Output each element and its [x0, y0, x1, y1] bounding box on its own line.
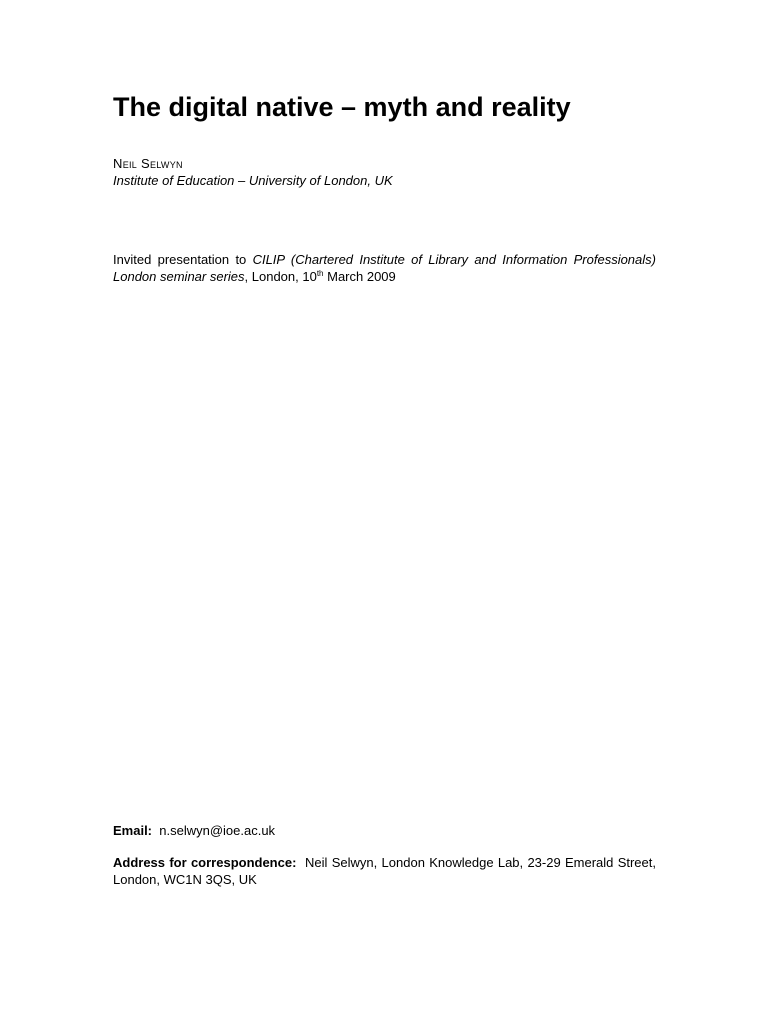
address-line	[113, 854, 656, 888]
presentation-location-date: , London, 10	[244, 269, 317, 284]
presentation-prefix: Invited presentation to	[113, 252, 253, 267]
author-name: Neil Selwyn	[113, 156, 183, 171]
presentation-month-year: March 2009	[323, 269, 396, 284]
address-value: Neil Selwyn, London Knowledge Lab, 23-29 Emerald Street, London, WC1N 3QS, UK	[113, 855, 656, 887]
address-label: Address for correspondence:	[113, 855, 297, 870]
presentation-venue: CILIP (Chartered Institute of Library and Information Professionals) London seminar series	[113, 252, 656, 284]
email-value: n.selwyn@ioe.ac.uk	[159, 823, 276, 838]
email-line	[113, 822, 275, 839]
author-affiliation: Institute of Education – University of London, UK	[113, 173, 393, 188]
email-label: Email:	[113, 823, 153, 838]
presentation-day-suffix: th	[316, 269, 324, 278]
document-title: The digital native – myth and reality	[113, 92, 571, 122]
presentation-note	[113, 251, 656, 285]
